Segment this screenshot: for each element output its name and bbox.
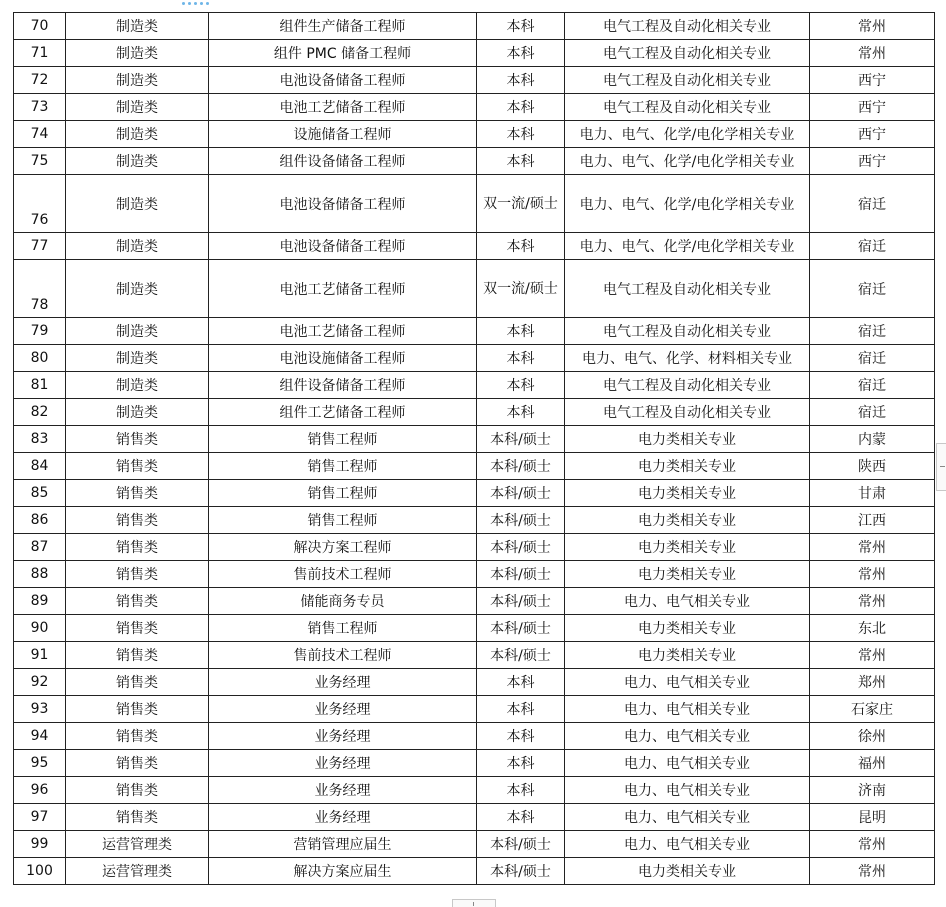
row-number: 80 <box>14 345 66 372</box>
work-location: 宿迁 <box>810 372 935 399</box>
work-location: 宿迁 <box>810 175 935 233</box>
work-location: 西宁 <box>810 67 935 94</box>
position-name: 解决方案应届生 <box>209 858 477 885</box>
position-name: 设施储备工程师 <box>209 121 477 148</box>
work-location: 常州 <box>810 588 935 615</box>
row-number: 74 <box>14 121 66 148</box>
category: 销售类 <box>66 750 209 777</box>
education: 本科 <box>477 669 565 696</box>
position-name: 组件生产储备工程师 <box>209 13 477 40</box>
work-location: 常州 <box>810 40 935 67</box>
row-number: 75 <box>14 148 66 175</box>
education: 本科/硕士 <box>477 534 565 561</box>
category: 制造类 <box>66 175 209 233</box>
table-row <box>14 453 935 480</box>
table-row <box>14 94 935 121</box>
education: 本科 <box>477 399 565 426</box>
major-requirement: 电力、电气相关专业 <box>565 750 810 777</box>
category: 销售类 <box>66 696 209 723</box>
education: 本科 <box>477 148 565 175</box>
education: 本科 <box>477 345 565 372</box>
category: 制造类 <box>66 67 209 94</box>
education: 双一流/硕士 <box>477 260 565 318</box>
work-location: 常州 <box>810 534 935 561</box>
major-requirement: 电气工程及自动化相关专业 <box>565 399 810 426</box>
education: 本科 <box>477 777 565 804</box>
row-number: 93 <box>14 696 66 723</box>
category: 销售类 <box>66 453 209 480</box>
category: 制造类 <box>66 121 209 148</box>
major-requirement: 电力、电气相关专业 <box>565 588 810 615</box>
position-name: 业务经理 <box>209 669 477 696</box>
position-name: 电池工艺储备工程师 <box>209 94 477 121</box>
table-row <box>14 480 935 507</box>
work-location: 常州 <box>810 13 935 40</box>
major-requirement: 电气工程及自动化相关专业 <box>565 67 810 94</box>
category: 运营管理类 <box>66 858 209 885</box>
row-number: 85 <box>14 480 66 507</box>
position-name: 业务经理 <box>209 777 477 804</box>
table-row <box>14 399 935 426</box>
table-row <box>14 642 935 669</box>
major-requirement: 电力、电气相关专业 <box>565 804 810 831</box>
work-location: 宿迁 <box>810 399 935 426</box>
category: 销售类 <box>66 588 209 615</box>
row-number: 96 <box>14 777 66 804</box>
row-number: 90 <box>14 615 66 642</box>
category: 制造类 <box>66 372 209 399</box>
major-requirement: 电气工程及自动化相关专业 <box>565 40 810 67</box>
table-row <box>14 858 935 885</box>
education: 本科/硕士 <box>477 588 565 615</box>
table-row <box>14 40 935 67</box>
work-location: 郑州 <box>810 669 935 696</box>
table-row <box>14 804 935 831</box>
row-number: 91 <box>14 642 66 669</box>
work-location: 陕西 <box>810 453 935 480</box>
education: 本科 <box>477 67 565 94</box>
position-name: 销售工程师 <box>209 453 477 480</box>
work-location: 甘肃 <box>810 480 935 507</box>
major-requirement: 电力类相关专业 <box>565 480 810 507</box>
table-row <box>14 696 935 723</box>
row-number: 86 <box>14 507 66 534</box>
major-requirement: 电力类相关专业 <box>565 642 810 669</box>
major-requirement: 电力类相关专业 <box>565 426 810 453</box>
table-row <box>14 831 935 858</box>
work-location: 西宁 <box>810 121 935 148</box>
job-table <box>13 12 935 885</box>
category: 销售类 <box>66 642 209 669</box>
table-row <box>14 67 935 94</box>
education: 本科/硕士 <box>477 615 565 642</box>
row-number: 99 <box>14 831 66 858</box>
row-number: 94 <box>14 723 66 750</box>
row-number: 92 <box>14 669 66 696</box>
major-requirement: 电力、电气相关专业 <box>565 777 810 804</box>
category: 制造类 <box>66 318 209 345</box>
major-requirement: 电力类相关专业 <box>565 453 810 480</box>
education: 本科/硕士 <box>477 453 565 480</box>
major-requirement: 电力、电气、化学/电化学相关专业 <box>565 121 810 148</box>
table-row <box>14 260 935 318</box>
row-number: 87 <box>14 534 66 561</box>
major-requirement: 电力、电气、化学、材料相关专业 <box>565 345 810 372</box>
table-row <box>14 588 935 615</box>
education: 本科/硕士 <box>477 561 565 588</box>
category: 制造类 <box>66 345 209 372</box>
position-name: 电池设备储备工程师 <box>209 175 477 233</box>
work-location: 西宁 <box>810 148 935 175</box>
education: 双一流/硕士 <box>477 175 565 233</box>
row-number: 71 <box>14 40 66 67</box>
category: 销售类 <box>66 534 209 561</box>
category: 销售类 <box>66 615 209 642</box>
major-requirement: 电力、电气、化学/电化学相关专业 <box>565 233 810 260</box>
position-name: 营销管理应届生 <box>209 831 477 858</box>
table-row <box>14 750 935 777</box>
category: 运营管理类 <box>66 831 209 858</box>
row-number: 83 <box>14 426 66 453</box>
work-location: 宿迁 <box>810 233 935 260</box>
education: 本科/硕士 <box>477 831 565 858</box>
position-name: 业务经理 <box>209 750 477 777</box>
table-row <box>14 723 935 750</box>
work-location: 内蒙 <box>810 426 935 453</box>
education: 本科 <box>477 750 565 777</box>
work-location: 石家庄 <box>810 696 935 723</box>
major-requirement: 电气工程及自动化相关专业 <box>565 260 810 318</box>
education: 本科 <box>477 40 565 67</box>
work-location: 常州 <box>810 831 935 858</box>
row-number: 100 <box>14 858 66 885</box>
table-row <box>14 233 935 260</box>
row-number: 82 <box>14 399 66 426</box>
position-name: 业务经理 <box>209 696 477 723</box>
education: 本科 <box>477 804 565 831</box>
row-number: 70 <box>14 13 66 40</box>
education: 本科 <box>477 723 565 750</box>
position-name: 销售工程师 <box>209 426 477 453</box>
position-name: 销售工程师 <box>209 615 477 642</box>
category: 制造类 <box>66 260 209 318</box>
education: 本科 <box>477 121 565 148</box>
row-number: 78 <box>14 260 66 318</box>
table-row <box>14 426 935 453</box>
major-requirement: 电力、电气相关专业 <box>565 696 810 723</box>
work-location: 福州 <box>810 750 935 777</box>
table-row <box>14 175 935 233</box>
position-name: 售前技术工程师 <box>209 561 477 588</box>
table-row <box>14 372 935 399</box>
table-row <box>14 121 935 148</box>
category: 制造类 <box>66 13 209 40</box>
education: 本科 <box>477 372 565 399</box>
table-row <box>14 669 935 696</box>
work-location: 西宁 <box>810 94 935 121</box>
work-location: 江西 <box>810 507 935 534</box>
logo-fragment <box>178 0 212 6</box>
row-number: 97 <box>14 804 66 831</box>
work-location: 常州 <box>810 561 935 588</box>
work-location: 宿迁 <box>810 345 935 372</box>
major-requirement: 电力、电气相关专业 <box>565 669 810 696</box>
education: 本科 <box>477 13 565 40</box>
position-name: 解决方案工程师 <box>209 534 477 561</box>
education: 本科/硕士 <box>477 507 565 534</box>
major-requirement: 电力类相关专业 <box>565 561 810 588</box>
work-location: 宿迁 <box>810 260 935 318</box>
position-name: 储能商务专员 <box>209 588 477 615</box>
major-requirement: 电力、电气、化学/电化学相关专业 <box>565 148 810 175</box>
major-requirement: 电力类相关专业 <box>565 615 810 642</box>
category: 销售类 <box>66 804 209 831</box>
table-row <box>14 345 935 372</box>
education: 本科/硕士 <box>477 858 565 885</box>
row-number: 88 <box>14 561 66 588</box>
position-name: 业务经理 <box>209 723 477 750</box>
job-table-body <box>14 13 935 885</box>
position-name: 电池工艺储备工程师 <box>209 260 477 318</box>
category: 制造类 <box>66 94 209 121</box>
position-name: 电池工艺储备工程师 <box>209 318 477 345</box>
category: 销售类 <box>66 723 209 750</box>
row-number: 81 <box>14 372 66 399</box>
row-number: 72 <box>14 67 66 94</box>
table-row <box>14 777 935 804</box>
position-name: 组件 PMC 储备工程师 <box>209 40 477 67</box>
category: 销售类 <box>66 669 209 696</box>
education: 本科 <box>477 94 565 121</box>
row-number: 84 <box>14 453 66 480</box>
table-row <box>14 148 935 175</box>
major-requirement: 电力类相关专业 <box>565 507 810 534</box>
major-requirement: 电力、电气相关专业 <box>565 831 810 858</box>
category: 销售类 <box>66 777 209 804</box>
education: 本科/硕士 <box>477 642 565 669</box>
row-number: 95 <box>14 750 66 777</box>
category: 制造类 <box>66 40 209 67</box>
major-requirement: 电力类相关专业 <box>565 858 810 885</box>
work-location: 宿迁 <box>810 318 935 345</box>
major-requirement: 电气工程及自动化相关专业 <box>565 372 810 399</box>
scrollbar-handle[interactable] <box>936 443 946 491</box>
position-name: 组件设备储备工程师 <box>209 148 477 175</box>
education: 本科/硕士 <box>477 426 565 453</box>
position-name: 电池设备储备工程师 <box>209 67 477 94</box>
education: 本科 <box>477 233 565 260</box>
table-row <box>14 13 935 40</box>
category: 销售类 <box>66 507 209 534</box>
major-requirement: 电气工程及自动化相关专业 <box>565 318 810 345</box>
education: 本科/硕士 <box>477 480 565 507</box>
position-name: 组件工艺储备工程师 <box>209 399 477 426</box>
position-name: 组件设备储备工程师 <box>209 372 477 399</box>
education: 本科 <box>477 696 565 723</box>
major-requirement: 电气工程及自动化相关专业 <box>565 94 810 121</box>
work-location: 昆明 <box>810 804 935 831</box>
table-row <box>14 561 935 588</box>
row-number: 73 <box>14 94 66 121</box>
position-name: 电池设备储备工程师 <box>209 233 477 260</box>
position-name: 销售工程师 <box>209 480 477 507</box>
work-location: 徐州 <box>810 723 935 750</box>
table-row <box>14 318 935 345</box>
position-name: 电池设施储备工程师 <box>209 345 477 372</box>
row-number: 79 <box>14 318 66 345</box>
work-location: 常州 <box>810 642 935 669</box>
position-name: 销售工程师 <box>209 507 477 534</box>
position-name: 售前技术工程师 <box>209 642 477 669</box>
major-requirement: 电力、电气相关专业 <box>565 723 810 750</box>
table-row <box>14 615 935 642</box>
major-requirement: 电力、电气、化学/电化学相关专业 <box>565 175 810 233</box>
row-number: 89 <box>14 588 66 615</box>
category: 制造类 <box>66 148 209 175</box>
category: 销售类 <box>66 480 209 507</box>
category: 制造类 <box>66 233 209 260</box>
category: 销售类 <box>66 426 209 453</box>
work-location: 常州 <box>810 858 935 885</box>
row-number: 77 <box>14 233 66 260</box>
row-number: 76 <box>14 175 66 233</box>
table-row <box>14 507 935 534</box>
major-requirement: 电力类相关专业 <box>565 534 810 561</box>
education: 本科 <box>477 318 565 345</box>
major-requirement: 电气工程及自动化相关专业 <box>565 13 810 40</box>
position-name: 业务经理 <box>209 804 477 831</box>
work-location: 东北 <box>810 615 935 642</box>
category: 销售类 <box>66 561 209 588</box>
category: 制造类 <box>66 399 209 426</box>
work-location: 济南 <box>810 777 935 804</box>
table-row <box>14 534 935 561</box>
